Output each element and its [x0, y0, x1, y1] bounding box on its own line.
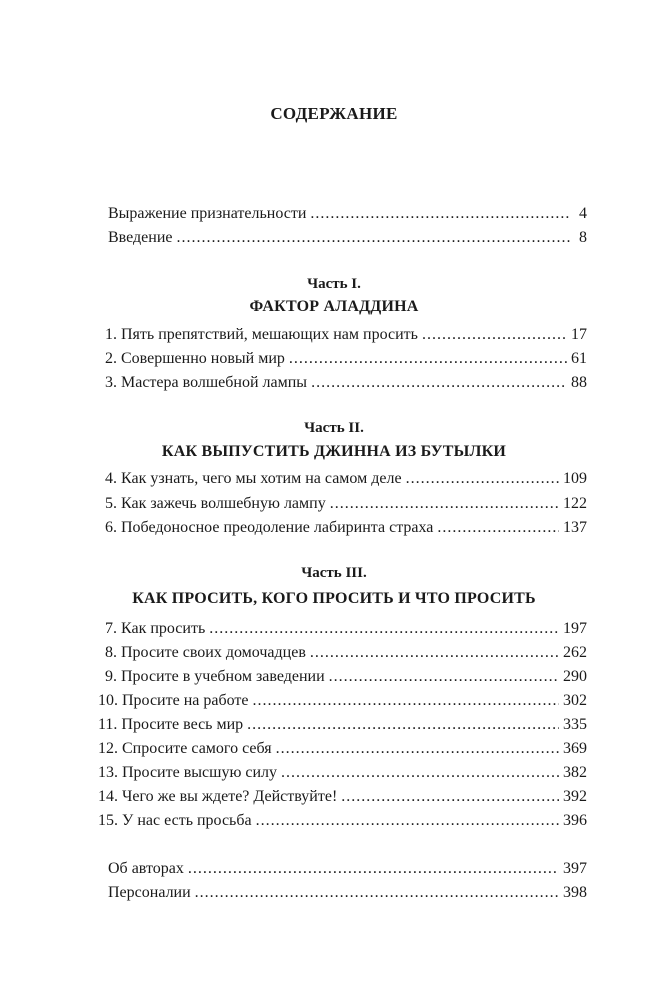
entry-number: 11. [98, 716, 118, 733]
entry-page: 109 [563, 470, 587, 487]
toc-entry-chapter-9 [105, 665, 587, 689]
toc-entry-chapter-10 [98, 689, 587, 713]
entry-label: Как узнать, чего мы хотим на самом деле [121, 470, 402, 487]
toc-entry-chapter-3 [105, 371, 587, 395]
entry-label: Просите своих домочадцев [121, 644, 306, 661]
entry-number: 9. [105, 668, 117, 685]
dot-leader [289, 347, 567, 371]
entry-page: 396 [563, 812, 587, 829]
entry-label: Совершенно новый мир [121, 350, 285, 367]
entry-label: Введение [108, 229, 173, 246]
entry-label: Об авторах [108, 860, 184, 877]
part-1-title: ФАКТОР АЛАДДИНА [249, 298, 419, 315]
entry-label: Просите в учебном заведении [121, 668, 325, 685]
part-2-title: КАК ВЫПУСТИТЬ ДЖИННА ИЗ БУТЫЛКИ [161, 443, 507, 460]
entry-page: 8 [579, 229, 587, 246]
entry-label: Спросите самого себя [122, 740, 272, 757]
entry-page: 122 [563, 495, 587, 512]
dot-leader [341, 785, 559, 809]
entry-number: 15. [98, 812, 118, 829]
part-3-title: КАК ПРОСИТЬ, КОГО ПРОСИТЬ И ЧТО ПРОСИТЬ [132, 590, 536, 607]
toc-entry-chapter-13 [98, 761, 587, 785]
entry-number: 10. [98, 692, 118, 709]
entry-page: 369 [563, 740, 587, 757]
part-2-label: Часть II. [304, 420, 364, 436]
toc-entry-introduction [108, 226, 587, 250]
toc-entry-chapter-12 [98, 737, 587, 761]
entry-page: 262 [563, 644, 587, 661]
entry-page: 61 [571, 350, 587, 367]
dot-leader [195, 881, 559, 905]
toc-entry-chapter-5 [105, 492, 587, 516]
dot-leader [276, 737, 559, 761]
toc-entry-chapter-8 [105, 641, 587, 665]
entry-page: 392 [563, 788, 587, 805]
entry-number: 13. [98, 764, 118, 781]
entry-number: 3. [105, 374, 117, 391]
entry-page: 88 [571, 374, 587, 391]
dot-leader [310, 202, 571, 226]
dot-leader [329, 665, 559, 689]
dot-leader [253, 689, 560, 713]
toc-entry-chapter-14 [98, 785, 587, 809]
entry-page: 4 [579, 205, 587, 222]
dot-leader [310, 641, 559, 665]
entry-number: 2. [105, 350, 117, 367]
dot-leader [281, 761, 559, 785]
entry-page: 137 [563, 519, 587, 536]
toc-entry-chapter-1 [105, 323, 587, 347]
entry-number: 7. [105, 620, 117, 637]
toc-entry-acknowledgements [108, 202, 587, 226]
entry-number: 1. [105, 326, 117, 343]
entry-label: Просите на работе [122, 692, 249, 709]
entry-label: Просите весь мир [121, 716, 244, 733]
toc-entry-chapter-11 [98, 713, 587, 737]
toc-entry-chapter-7 [105, 617, 587, 641]
dot-leader [177, 226, 572, 250]
entry-label: У нас есть просьба [122, 812, 252, 829]
entry-page: 398 [563, 884, 587, 901]
entry-label: Чего же вы ждете? Действуйте! [122, 788, 338, 805]
toc-entry-chapter-4 [105, 467, 587, 491]
entry-page: 197 [563, 620, 587, 637]
entry-label: Как просить [121, 620, 206, 637]
dot-leader [330, 492, 559, 516]
dot-leader [209, 617, 559, 641]
entry-page: 290 [563, 668, 587, 685]
dot-leader [422, 323, 567, 347]
dot-leader [311, 371, 567, 395]
entry-page: 302 [563, 692, 587, 709]
entry-page: 397 [563, 860, 587, 877]
entry-number: 8. [105, 644, 117, 661]
toc-entry-about-authors [108, 857, 587, 881]
entry-label: Как зажечь волшебную лампу [121, 495, 326, 512]
entry-label: Персоналии [108, 884, 191, 901]
toc-entry-chapter-2 [105, 347, 587, 371]
dot-leader [406, 467, 559, 491]
toc-entry-persons [108, 881, 587, 905]
entry-number: 6. [105, 519, 117, 536]
entry-page: 335 [563, 716, 587, 733]
entry-page: 17 [571, 326, 587, 343]
page-title: СОДЕРЖАНИЕ [270, 104, 398, 123]
entry-number: 5. [105, 495, 117, 512]
entry-label: Победоносное преодоление лабиринта страха [121, 519, 434, 536]
entry-label: Выражение признательности [108, 205, 307, 222]
entry-label: Мастера волшебной лампы [121, 374, 308, 391]
entry-label: Пять препятствий, мешающих нам просить [121, 326, 418, 343]
toc-entry-chapter-15 [98, 809, 587, 833]
dot-leader [188, 857, 559, 881]
entry-label: Просите высшую силу [122, 764, 278, 781]
entry-number: 4. [105, 470, 117, 487]
dot-leader [247, 713, 559, 737]
entry-number: 14. [98, 788, 118, 805]
part-1-label: Часть I. [307, 276, 361, 292]
part-3-label: Часть III. [301, 565, 367, 581]
entry-number: 12. [98, 740, 118, 757]
dot-leader [437, 516, 559, 540]
dot-leader [256, 809, 559, 833]
toc-entry-chapter-6 [105, 516, 587, 540]
entry-page: 382 [563, 764, 587, 781]
